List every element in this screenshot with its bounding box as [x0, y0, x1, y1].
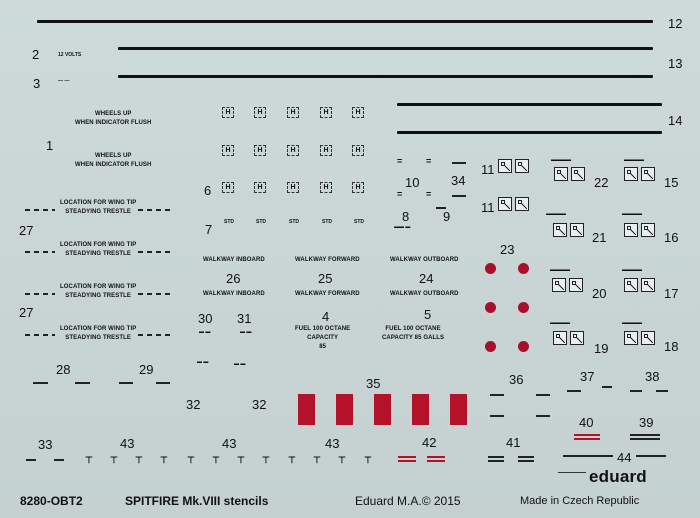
- decal-number-42: 42: [422, 435, 437, 450]
- stripe-13b: [118, 75, 653, 78]
- marker-28a: [33, 382, 48, 384]
- marker-39b: [630, 438, 660, 440]
- equals-mark: =: [426, 189, 432, 199]
- marker-28b: [75, 382, 90, 384]
- sheet-origin: Made in Czech Republic: [520, 495, 640, 507]
- decal-number-26: 26: [226, 271, 241, 286]
- sheet-maker: Eduard M.A.© 2015: [355, 494, 461, 508]
- trestle-dashes: [138, 334, 170, 336]
- red-panel: [412, 394, 429, 425]
- red-panel: [450, 394, 467, 425]
- h-mark: H: [222, 182, 234, 193]
- decal-number-23: 23: [500, 242, 515, 257]
- wheels-up-stencil-2: WHEELS UP WHEN INDICATOR FLUSH: [75, 153, 152, 168]
- h-mark: H: [254, 145, 266, 156]
- marker-41: [488, 456, 504, 458]
- marker-41c: [518, 456, 534, 458]
- decal-number-30: 30: [198, 311, 213, 326]
- decal-number-9: 9: [443, 209, 451, 224]
- decal-number-32b: 32: [252, 397, 267, 412]
- hydraulic-stencil-2: ▬ ▬: [234, 361, 246, 367]
- red-stripe: [574, 434, 600, 436]
- decal-number-12: 12: [668, 16, 683, 31]
- decal-number-44: 44: [617, 450, 632, 465]
- wing-tip-trestle-stencil-2: LOCATION FOR WING TIP STEADYING TRESTLE: [60, 242, 137, 257]
- stripe-14b: [397, 131, 662, 134]
- decal-number-40: 40: [579, 415, 594, 430]
- decal-number-11b: 11: [481, 200, 495, 215]
- std-mark: STD: [256, 219, 266, 225]
- icon-caption: ▬▬▬▬: [624, 157, 644, 163]
- fuel-stencil-4: FUEL 100 OCTANE CAPACITY 85: [295, 326, 351, 350]
- icon-caption: ▬▬▬▬: [550, 267, 570, 273]
- wing-tip-trestle-stencil-3: LOCATION FOR WING TIP STEADYING TRESTLE: [60, 284, 137, 299]
- marker-38b: [656, 390, 668, 392]
- std-mark: STD: [322, 219, 332, 225]
- decal-number-43b: 43: [222, 436, 237, 451]
- icon-caption: ▬▬▬▬: [622, 211, 642, 217]
- decal-number-38: 38: [645, 369, 660, 384]
- trestle-dashes: [138, 209, 170, 211]
- decal-number-6: 6: [204, 183, 212, 198]
- h-mark: H: [254, 107, 266, 118]
- panel-icon: [554, 167, 568, 181]
- walkway-inboard-stencil-1: WALKWAY INBOARD: [203, 257, 265, 263]
- marker-44b: [636, 455, 666, 457]
- decal-number-15: 15: [664, 175, 679, 190]
- walkway-forward-stencil-1: WALKWAY FORWARD: [295, 257, 360, 263]
- panel-icon: [641, 331, 655, 345]
- red-dot: [518, 302, 529, 313]
- decal-number-17: 17: [664, 286, 679, 301]
- decal-number-27b: 27: [19, 305, 34, 320]
- decal-number-11a: 11: [481, 162, 495, 177]
- decal-number-24: 24: [419, 271, 434, 286]
- panel-icon: [552, 278, 566, 292]
- red-stripe: [427, 460, 445, 462]
- eduard-logo: eduard: [589, 467, 647, 486]
- coolant-stencil: ▬ ▬: [199, 329, 211, 335]
- panel-icon: [515, 197, 529, 211]
- trestle-dashes: [25, 293, 55, 295]
- decal-number-3: 3: [33, 76, 41, 91]
- wing-tip-trestle-stencil-1: LOCATION FOR WING TIP STEADYING TRESTLE: [60, 200, 137, 215]
- red-dot: [518, 263, 529, 274]
- t-mark: ⊤: [187, 455, 195, 465]
- h-mark: H: [287, 145, 299, 156]
- panel-icon: [515, 159, 529, 173]
- std-mark: STD: [289, 219, 299, 225]
- marker-29a: [119, 382, 133, 384]
- walkway-forward-stencil-2: WALKWAY FORWARD: [295, 291, 360, 297]
- marker-41b: [488, 460, 504, 462]
- red-panel: [374, 394, 391, 425]
- h-mark: H: [320, 182, 332, 193]
- panel-icon: [498, 159, 512, 173]
- t-mark: ⊤: [313, 455, 321, 465]
- walkway-outboard-stencil-1: WALKWAY OUTBOARD: [390, 257, 459, 263]
- decal-number-18: 18: [664, 339, 679, 354]
- decal-number-16: 16: [664, 230, 679, 245]
- decal-number-22: 22: [594, 175, 609, 190]
- panel-icon: [553, 223, 567, 237]
- stripe-12: [37, 20, 653, 23]
- walkway-inboard-stencil-2: WALKWAY INBOARD: [203, 291, 265, 297]
- equals-mark: =: [397, 189, 403, 199]
- marker-39: [630, 434, 660, 436]
- icon-caption: ▬▬▬▬: [622, 267, 642, 273]
- marker-36a: [490, 394, 504, 396]
- decal-number-34: 34: [451, 173, 466, 188]
- decal-3-label: — —: [58, 78, 70, 84]
- marker-38: [630, 390, 642, 392]
- trestle-dashes: [25, 334, 55, 336]
- marker-8-label: ▬▬ ▬: [394, 224, 411, 230]
- panel-icon: [553, 331, 567, 345]
- red-stripe: [427, 456, 445, 458]
- decal-number-4: 4: [322, 309, 330, 324]
- panel-icon: [624, 278, 638, 292]
- fuel-stencil-5: FUEL 100 OCTANE CAPACITY 85 GALLS: [382, 326, 445, 341]
- decal-number-14: 14: [668, 113, 683, 128]
- marker-9: [436, 207, 446, 209]
- panel-icon: [569, 278, 583, 292]
- h-mark: H: [352, 182, 364, 193]
- decal-number-35: 35: [366, 376, 381, 391]
- t-mark: ⊤: [237, 455, 245, 465]
- icon-caption: ▬▬▬▬: [622, 320, 642, 326]
- h-mark: H: [254, 182, 266, 193]
- marker-34: [452, 162, 466, 164]
- decal-number-8: 8: [402, 209, 410, 224]
- decal-number-13: 13: [668, 56, 683, 71]
- icon-caption: ▬▬▬▬: [546, 211, 566, 217]
- marker-44: [563, 455, 613, 457]
- marker-34b: [452, 195, 466, 197]
- h-mark: H: [352, 107, 364, 118]
- red-stripe: [398, 460, 416, 462]
- equals-mark: =: [426, 156, 432, 166]
- marker-36c: [490, 415, 504, 417]
- h-mark: H: [320, 107, 332, 118]
- decal-number-39: 39: [639, 415, 654, 430]
- red-stripe: [574, 438, 600, 440]
- std-mark: STD: [354, 219, 364, 225]
- t-mark: ⊤: [110, 455, 118, 465]
- divider-line: [558, 472, 586, 473]
- decal-number-21: 21: [592, 230, 607, 245]
- equals-mark: =: [397, 156, 403, 166]
- decal-number-36: 36: [509, 372, 524, 387]
- panel-icon: [498, 197, 512, 211]
- icon-caption: ▬▬▬▬: [551, 157, 571, 163]
- decal-number-5: 5: [424, 307, 432, 322]
- t-mark: ⊤: [364, 455, 372, 465]
- marker-33b: [54, 459, 64, 461]
- sheet-code: 8280-OBT2: [20, 494, 83, 508]
- h-mark: H: [352, 145, 364, 156]
- trestle-dashes: [25, 209, 55, 211]
- marker-29b: [156, 382, 170, 384]
- icon-caption: ▬▬▬▬: [550, 320, 570, 326]
- wheels-up-stencil-1: WHEELS UP WHEN INDICATOR FLUSH: [75, 111, 152, 126]
- t-mark: ⊤: [135, 455, 143, 465]
- sheet-title: SPITFIRE Mk.VIII stencils: [125, 494, 269, 508]
- trestle-dashes: [138, 293, 170, 295]
- t-mark: ⊤: [85, 455, 93, 465]
- marker-41d: [518, 460, 534, 462]
- red-dot: [485, 263, 496, 274]
- decal-number-20: 20: [592, 286, 607, 301]
- hydraulic-stencil: ▬ ▬: [240, 329, 252, 335]
- panel-icon: [570, 223, 584, 237]
- decal-number-28: 28: [56, 362, 71, 377]
- decal-number-31: 31: [237, 311, 252, 326]
- red-dot: [485, 341, 496, 352]
- volts-label: 12 VOLTS: [58, 52, 82, 58]
- marker-36b: [536, 394, 550, 396]
- h-mark: H: [222, 145, 234, 156]
- wing-tip-trestle-stencil-4: LOCATION FOR WING TIP STEADYING TRESTLE: [60, 326, 137, 341]
- decal-number-29: 29: [139, 362, 154, 377]
- panel-icon: [624, 223, 638, 237]
- panel-icon: [624, 167, 638, 181]
- stripe-14a: [397, 103, 662, 106]
- coolant-stencil-2: ▬ ▬: [197, 359, 209, 365]
- red-dot: [485, 302, 496, 313]
- panel-icon: [571, 167, 585, 181]
- walkway-outboard-stencil-2: WALKWAY OUTBOARD: [390, 291, 459, 297]
- decal-number-32a: 32: [186, 397, 201, 412]
- std-mark: STD: [224, 219, 234, 225]
- decal-number-1: 1: [46, 138, 54, 153]
- t-mark: ⊤: [160, 455, 168, 465]
- h-mark: H: [222, 107, 234, 118]
- decal-number-25: 25: [318, 271, 333, 286]
- decal-number-2: 2: [32, 47, 40, 62]
- panel-icon: [624, 331, 638, 345]
- marker-36d: [536, 415, 550, 417]
- panel-icon: [570, 331, 584, 345]
- decal-number-27a: 27: [19, 223, 34, 238]
- decal-number-43a: 43: [120, 436, 135, 451]
- red-stripe: [398, 456, 416, 458]
- red-panel: [298, 394, 315, 425]
- trestle-dashes: [25, 251, 55, 253]
- decal-number-43c: 43: [325, 436, 340, 451]
- marker-37: [567, 390, 581, 392]
- t-mark: ⊤: [338, 455, 346, 465]
- panel-icon: [641, 223, 655, 237]
- marker-33a: [26, 459, 36, 461]
- h-mark: H: [287, 182, 299, 193]
- panel-icon: [641, 278, 655, 292]
- stripe-13a: [118, 47, 653, 50]
- h-mark: H: [320, 145, 332, 156]
- trestle-dashes: [138, 251, 170, 253]
- decal-number-19: 19: [594, 341, 609, 356]
- t-mark: ⊤: [288, 455, 296, 465]
- panel-icon: [641, 167, 655, 181]
- t-mark: ⊤: [262, 455, 270, 465]
- decal-number-10: 10: [405, 175, 420, 190]
- decal-number-41: 41: [506, 435, 521, 450]
- decal-number-33: 33: [38, 437, 53, 452]
- marker-37b: [602, 386, 612, 388]
- decal-number-37: 37: [580, 369, 595, 384]
- t-mark: ⊤: [212, 455, 220, 465]
- decal-number-7: 7: [205, 222, 213, 237]
- red-panel: [336, 394, 353, 425]
- red-dot: [518, 341, 529, 352]
- h-mark: H: [287, 107, 299, 118]
